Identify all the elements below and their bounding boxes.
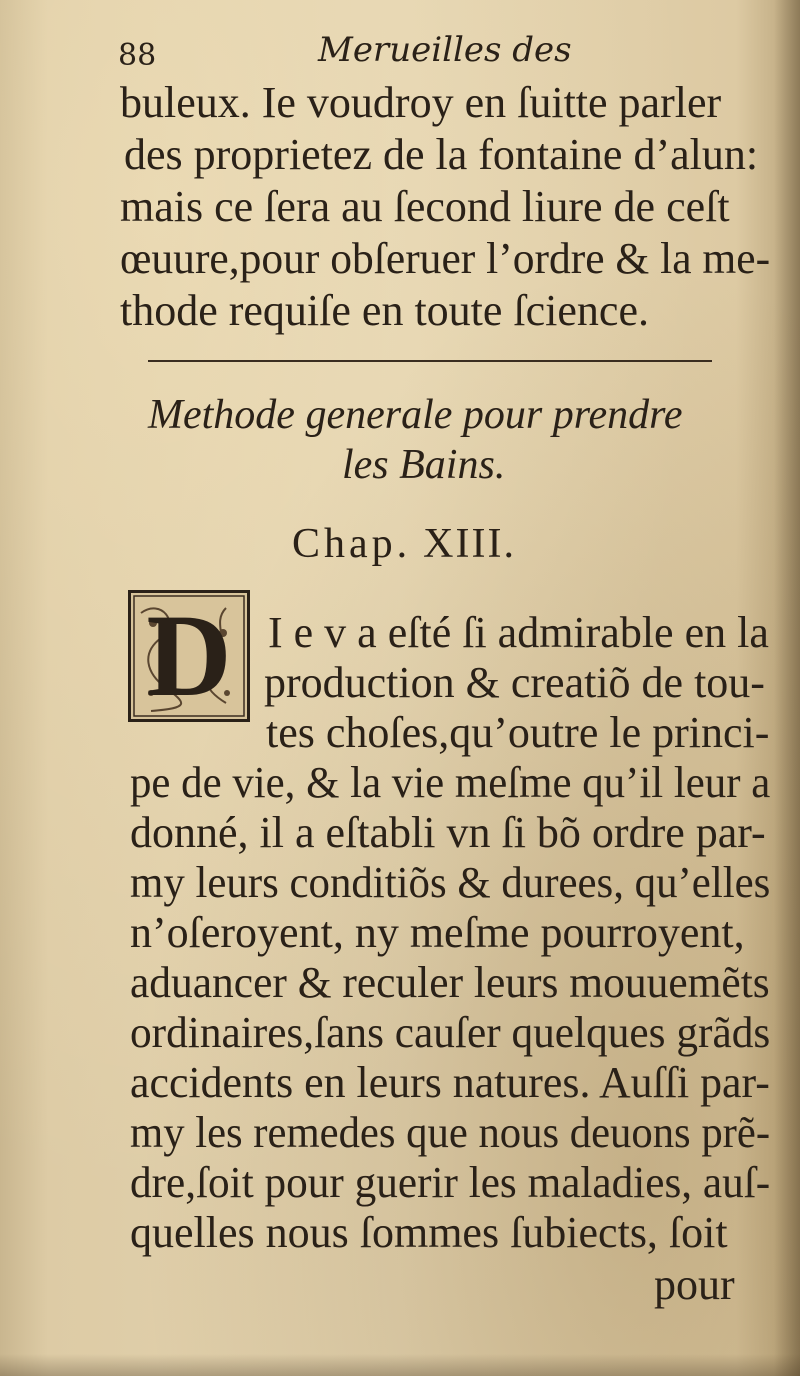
ornamental-drop-cap [128, 590, 250, 722]
text-line: aduancer & reculer leurs mouuemẽts [130, 958, 770, 1007]
page-number: 88 [118, 38, 157, 73]
page-bottom-shadow [0, 1354, 800, 1376]
text-line: pe de vie, & la vie meſme qu’il leur a [130, 758, 771, 807]
text-line: buleux. Ie voudroy en ſuitte parler [120, 78, 722, 127]
chapter-number: XIII. [423, 521, 516, 567]
text-line: n’oſeroyent, ny meſme pourroyent, [130, 908, 745, 957]
section-heading-line: Methode generale pour prendre [148, 392, 683, 438]
text-line: mais ce ſera au ſecond liure de ceſt [120, 182, 730, 231]
running-head [118, 30, 738, 82]
text-line: I e v a eſté ſi admirable en la [268, 608, 769, 657]
running-title: Merueilles des [318, 30, 572, 70]
text-line: thode requiſe en toute ſcience. [120, 286, 649, 335]
text-line: ordinaires,ſans cauſer quelques grãds [130, 1008, 771, 1057]
text-line: tes choſes,qu’outre le princi- [266, 708, 770, 757]
text-line: dre,ſoit pour guerir les maladies, auſ- [130, 1158, 771, 1207]
section-divider [148, 360, 712, 362]
chapter-title [292, 520, 516, 568]
drop-cap-letter: D [146, 590, 232, 721]
page-edge-shadow [774, 0, 800, 1376]
text-line: accidents en leurs natures. Auſſi par- [130, 1058, 770, 1107]
text-line: donné, il a eſtabli vn ſi bõ ordre par- [130, 808, 766, 857]
text-line: œuure,pour obſeruer l’ordre & la me- [120, 234, 771, 283]
text-line: des proprietez de la fontaine d’alun: [124, 130, 759, 179]
chapter-label: Chap. [292, 521, 412, 567]
text-line: quelles nous ſommes ſubiects, ſoit [130, 1208, 728, 1257]
text-line: my leurs conditiõs & durees, qu’elles [130, 858, 771, 907]
text-line: production & creatiõ de tou- [264, 658, 765, 707]
section-heading-line: les Bains. [342, 442, 506, 488]
catchword: pour [654, 1260, 735, 1309]
text-line: my les remedes que nous deuons prẽ- [130, 1108, 771, 1157]
